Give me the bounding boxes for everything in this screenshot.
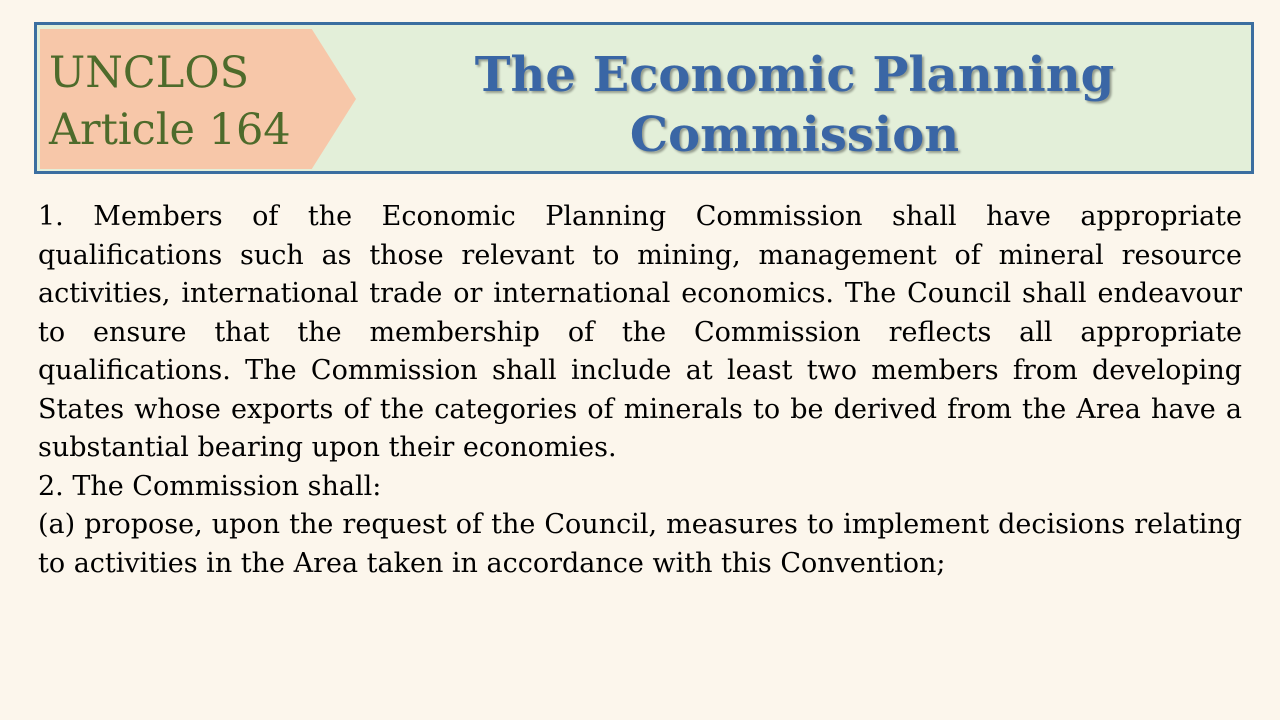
article-label [49, 45, 291, 159]
slide-title [367, 45, 1222, 165]
paragraph-2: 2. The Commission shall: [38, 470, 382, 502]
slide-header [34, 22, 1254, 174]
slide-title-line2: Commission [629, 107, 960, 163]
article-label-line1: UNCLOS [49, 48, 250, 98]
article-body [38, 198, 1242, 583]
article-label-line2: Article 164 [49, 105, 291, 155]
paragraph-2a: (a) propose, upon the request of the Council, measures to implement decisions relating to activities in the Area taken in accordance with this Convention; [38, 509, 1242, 579]
slide-title-line1: The Economic Planning [474, 47, 1115, 103]
paragraph-1: 1. Members of the Economic Planning Commission shall have appropriate qualifications such as those relevant to mining, management of mineral resource activities, international trade or international economics. The Council shall endeavour to ensure that the membership of the Commission reflects all appropriate qualifications. The Commission shall include at least two members from developing States whose exports of the categories of minerals to be derived from the Area have a substantial bearing upon their economies. [38, 201, 1242, 463]
